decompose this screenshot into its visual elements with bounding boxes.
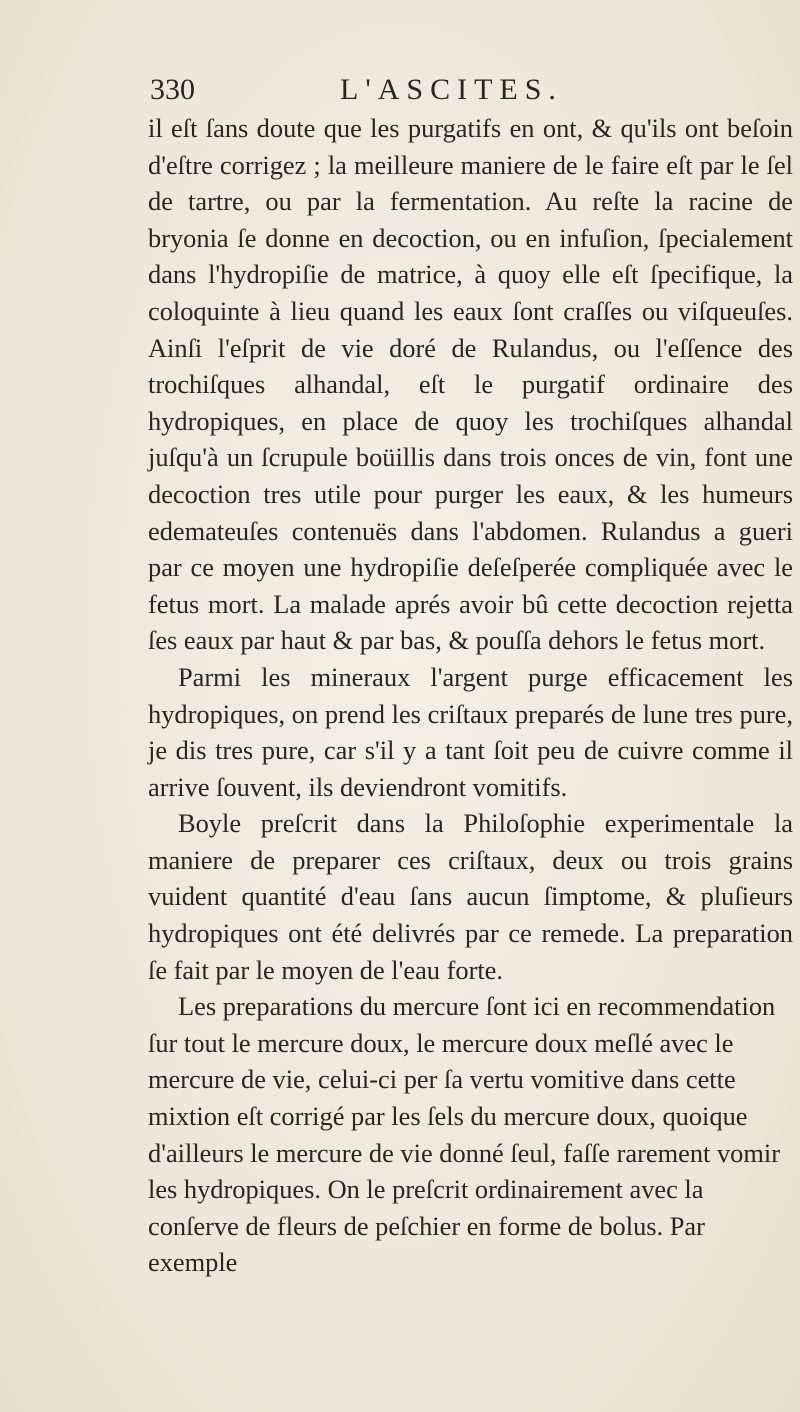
page-header bbox=[150, 70, 790, 110]
body-text bbox=[148, 110, 793, 1281]
paragraph-purgatives: il eſt ſans doute que les purgatifs en ont, & qu'ils ont beſoin d'eſtre corrigez ; la meilleure maniere de le faire eſt par le ſel de tartre, ou par la fermentation. Au reſte la racine de bryonia ſe donne en decoction, ou en infuſion, ſpecialement dans l'hydropiſie de matrice, à quoy elle eſt ſpecifique, la coloquinte à lieu quand les eaux ſont craſſes ou viſqueuſes. Ainſi l'eſprit de vie doré de Rulandus, ou l'eſſence des trochiſques alhandal, eſt le purgatif ordinaire des hydropiques, en place de quoy les trochiſques alhandal juſqu'à un ſcrupule boüillis dans trois onces de vin, font une decoction tres utile pour purger les eaux, & les humeurs edemateuſes contenuës dans l'abdomen. Rulandus a gueri par ce moyen une hydropiſie deſeſperée compliquée avec le fetus mort. La malade aprés avoir bû cette decoction rejetta ſes eaux par haut & par bas, & pouſſa dehors le fetus mort. bbox=[148, 113, 793, 656]
paragraph-mercury: Les preparations du mercure ſont ici en recommendation ſur tout le mercure doux, le mercure doux meſlé avec le mercure de vie, celui-ci per ſa vertu vomitive dans cette mixtion eſt corrigé par les ſels du mercure doux, quoique d'ailleurs le mercure de vie donné ſeul, faſſe rarement vomir les hydropiques. On le preſcrit ordinairement avec la conſerve de fleurs de peſchier en forme de bolus. Par exemple bbox=[148, 991, 780, 1278]
paragraph-minerals: Parmi les mineraux l'argent purge efficacement les hydropiques, on prend les criſtaux preparés de lune tres pure, je dis tres pure, car s'il y a tant ſoit peu de cuivre comme il arrive ſouvent, ils deviendront vomitifs. bbox=[148, 661, 793, 802]
running-title: L'ASCITES. bbox=[340, 73, 563, 106]
page-number: 330 bbox=[150, 73, 195, 106]
paragraph-boyle: Boyle preſcrit dans la Philoſophie experimentale la maniere de preparer ces criſtaux, deux ou trois grains vuident quantité d'eau ſans aucun ſimptome, & pluſieurs hydropiques ont été delivrés par ce remede. La preparation ſe fait par le moyen de l'eau forte. bbox=[148, 808, 793, 985]
